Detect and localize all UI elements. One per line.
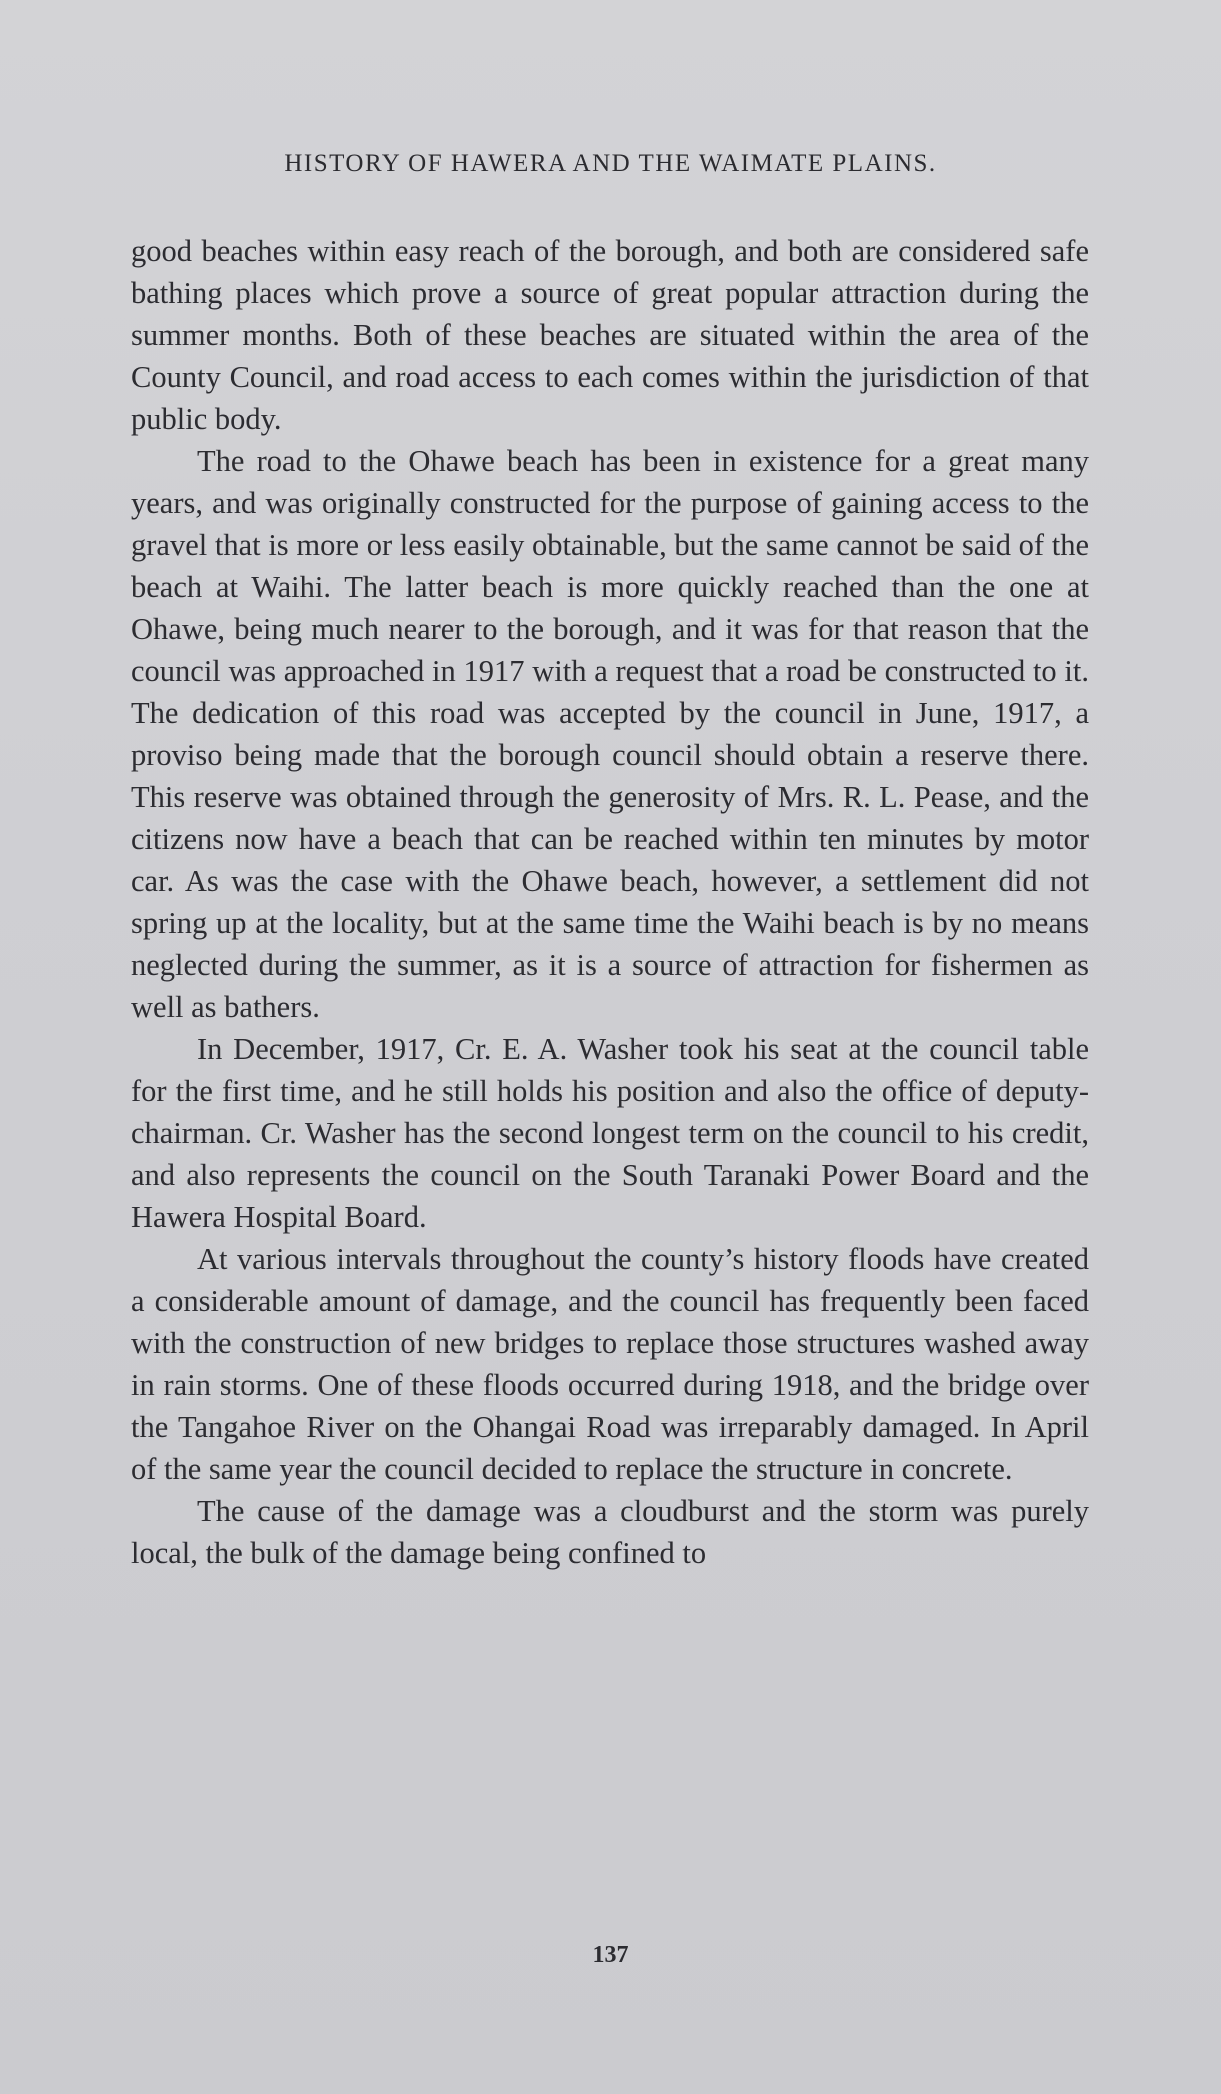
paragraph: good beaches within easy reach of the borough, and both are considered safe bathing places which prove a source of great popular attraction during the summer months. Both of these beaches are situated within the area of the County Council, and road access to each comes within the jurisdiction of that public body. [131, 234, 1089, 436]
body-text [131, 230, 1089, 1574]
paragraph: At various intervals throughout the county’s history floods have created a considerable amount of damage, and the council has frequently been faced with the construction of new bridges to replace those structures washed away in rain storms. One of these floods occurred during 1918, and the bridge over the Tangahoe River on the Ohangai Road was irreparably damaged. In April of the same year the council decided to replace the structure in concrete. [131, 1242, 1089, 1486]
paragraph: In December, 1917, Cr. E. A. Washer took his seat at the council table for the first time, and he still holds his position and also the office of deputy-chairman. Cr. Washer has the second longest term on the council to his credit, and also represents the council on the South Taranaki Power Board and the Hawera Hospital Board. [131, 1032, 1089, 1234]
paragraph: The cause of the damage was a cloudburst and the storm was purely local, the bulk of the damage being confined to [131, 1494, 1089, 1570]
running-head: HISTORY OF HAWERA AND THE WAIMATE PLAINS. [284, 150, 937, 177]
paragraph: The road to the Ohawe beach has been in existence for a great many years, and was originally constructed for the purpose of gaining access to the gravel that is more or less easily obtainable, but the same cannot be said of the beach at Waihi. The latter beach is more quickly reached than the one at Ohawe, being much nearer to the borough, and it was for that reason that the council was approached in 1917 with a request that a road be constructed to it. The dedication of this road was accepted by the council in June, 1917, a proviso being made that the borough council should obtain a reserve there. This reserve was obtained through the generosity of Mrs. R. L. Pease, and the citizens now have a beach that can be reached within ten minutes by motor car. As was the case with the Ohawe beach, however, a settlement did not spring up at the locality, but at the same time the Waihi beach is by no means neglected during the summer, as it is a source of attraction for fishermen as well as bathers. [131, 444, 1089, 1024]
page-number: 137 [592, 1942, 629, 1968]
